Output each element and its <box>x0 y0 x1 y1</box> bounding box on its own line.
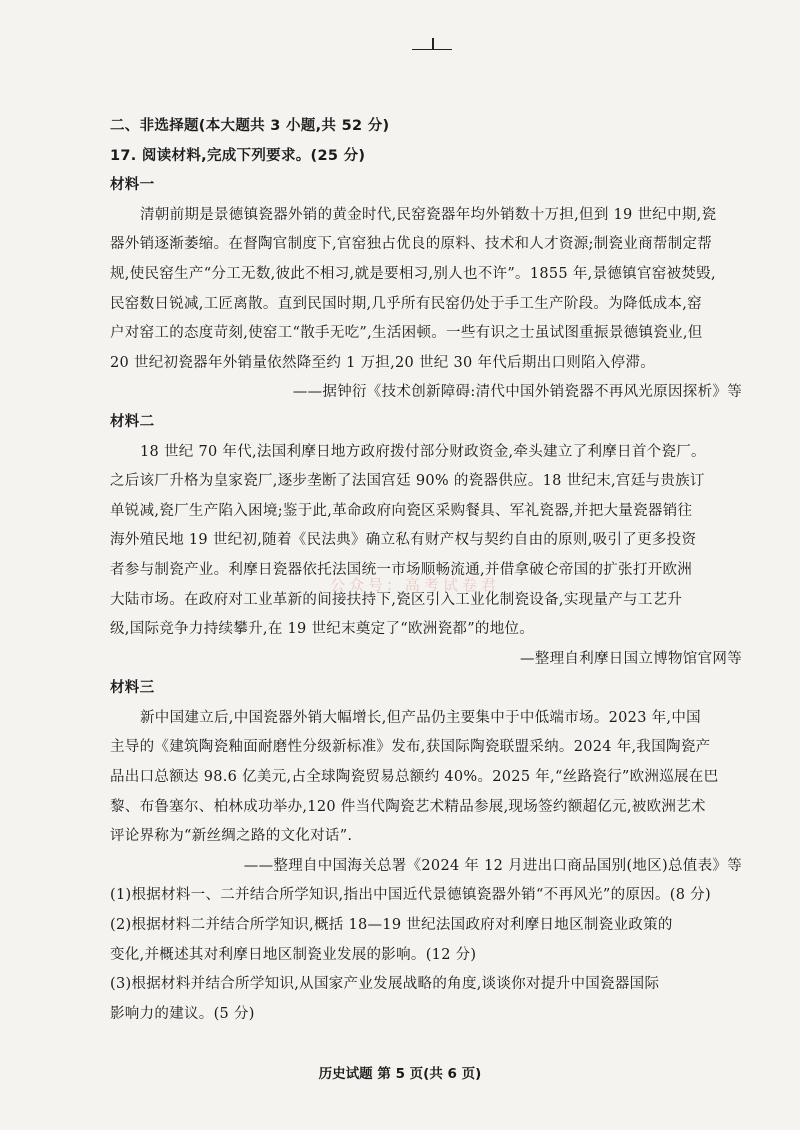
material2-source: —整理自利摩日国立博物馆官网等 <box>520 650 742 667</box>
material3-line: 新中国建立后,中国瓷器外销大幅增长,但产品仍主要集中于中低端市场。2023 年,中国 <box>140 709 701 726</box>
material2-line: 大陆市场。在政府对工业革新的间接扶持下,瓷区引入工业化制瓷设备,实现量产与工艺升 <box>110 591 683 608</box>
material2-line: 18 世纪 70 年代,法国利摩日地方政府拨付部分财政资金,牵头建立了利摩日首个瓷厂。 <box>140 443 706 460</box>
question-1: (1)根据材料一、二并结合所学知识,指出中国近代景德镇瓷器外销“不再风光”的原因。(8 分) <box>110 887 711 904</box>
section-header: 二、非选择题(本大题共 3 小题,共 52 分) <box>110 118 390 134</box>
watermark-text: 公众号: 高考试卷君 <box>330 576 500 594</box>
material2-line: 单锐减,瓷厂生产陷入困境;鉴于此,革命政府向瓷区采购餐具、军礼瓷器,并把大量瓷器销往 <box>110 502 693 519</box>
material2-line: 之后该厂升格为皇家瓷厂,逐步垄断了法国宫廷 90% 的瓷器供应。18 世纪末,宫廷与贵族订 <box>110 473 705 490</box>
material3-source: ——整理自中国海关总署《2024 年 12 月进出口商品国别(地区)总值表》等 <box>243 857 742 874</box>
material3-label: 材料三 <box>110 680 155 697</box>
material3-line: 黎、布鲁塞尔、柏林成功举办,120 件当代陶瓷艺术精品参展,现场签约额超亿元,被欧洲艺术 <box>110 798 706 815</box>
question-title: 17. 阅读材料,完成下列要求。(25 分) <box>110 147 366 164</box>
question-2-line2: 变化,并概述其对利摩日地区制瓷业发展的影响。(12 分) <box>110 946 477 963</box>
material1-line: 20 世纪初瓷器年外销量依然降至约 1 万担,20 世纪 30 年代后期出口则陷入停滞。 <box>110 354 656 371</box>
material3-body <box>110 704 742 852</box>
question-list <box>110 881 742 1029</box>
material3-line: 评论界称为“新丝绸之路的文化对话”. <box>110 828 353 845</box>
material1-line: 规,使民窑生产“分工无数,彼此不相习,就是要相习,别人也不许”。1855 年,景德镇官窑被焚毁, <box>110 265 716 282</box>
question-3-line2: 影响力的建议。(5 分) <box>110 1005 255 1022</box>
material1-body <box>110 201 742 379</box>
page-footer: 历史试题 第 5 页(共 6 页) <box>318 1066 482 1082</box>
material1-line: 民窑数日锐减,工匠离散。直到民国时期,几乎所有民窑仍处于手工生产阶段。为降低成本,窑 <box>110 295 702 312</box>
question-2-line1: (2)根据材料二并结合所学知识,概括 18—19 世纪法国政府对利摩日地区制瓷业政策的 <box>110 917 673 934</box>
material1-source: ——据钟衍《技术创新障碍:清代中国外销瓷器不再风光原因探析》等 <box>292 384 742 401</box>
exam-content <box>110 112 742 1029</box>
material2-label: 材料二 <box>110 413 155 430</box>
material2-line: 级,国际竞争力持续攀升,在 19 世纪末奠定了“欧洲瓷都”的地位。 <box>110 621 535 638</box>
page-top-mark <box>412 38 452 50</box>
material2-line: 海外殖民地 19 世纪初,随着《民法典》确立私有财产权与契约自由的原则,吸引了更多投资 <box>110 532 697 549</box>
material1-label: 材料一 <box>110 177 155 194</box>
question-3-line1: (3)根据材料并结合所学知识,从国家产业发展战略的角度,谈谈你对提升中国瓷器国际 <box>110 976 660 993</box>
material1-line: 器外销逐渐萎缩。在督陶官制度下,官窑独占优良的原料、技术和人才资源;制瓷业商帮制定帮 <box>110 236 713 253</box>
material3-line: 主导的《建筑陶瓷釉面耐磨性分级新标准》发布,获国际陶瓷联盟采纳。2024 年,我国陶瓷产 <box>110 739 711 756</box>
material1-line: 户对窑工的态度苛刻,使窑工“散手无吃”,生活困顿。一些有识之士虽试图重振景德镇瓷业,但 <box>110 325 703 342</box>
material3-line: 品出口总额达 98.6 亿美元,占全球陶瓷贸易总额约 40%。2025 年,“丝路瓷行”欧洲巡展在巴 <box>110 769 719 786</box>
material2-body <box>110 438 742 645</box>
material1-line: 清朝前期是景德镇瓷器外销的黄金时代,民窑瓷器年均外销数十万担,但到 19 世纪中期,瓷 <box>140 206 717 223</box>
material2-line: 者参与制瓷产业。利摩日瓷器依托法国统一市场顺畅流通,并借拿破仑帝国的扩张打开欧洲 <box>110 561 693 578</box>
